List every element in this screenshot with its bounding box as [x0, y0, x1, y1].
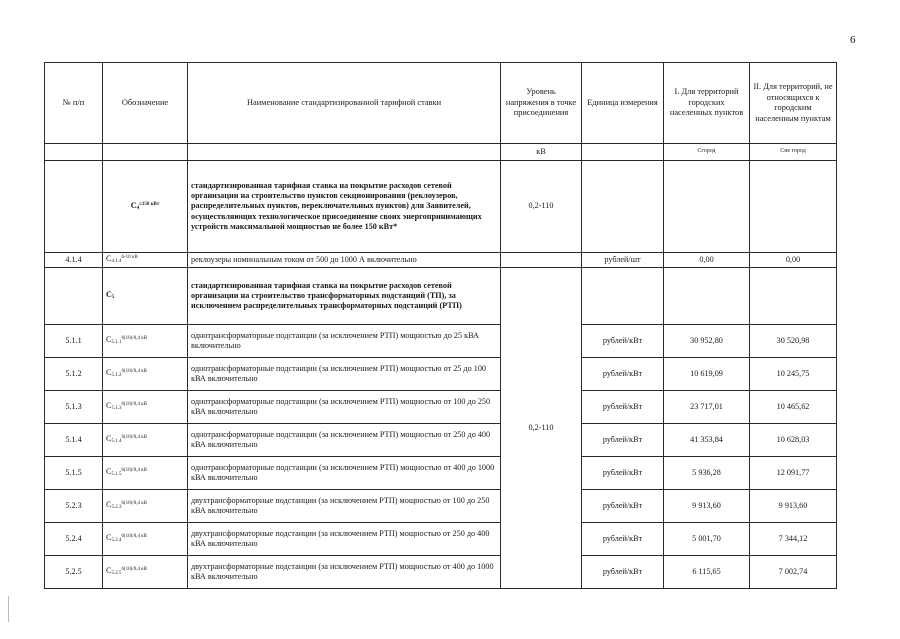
row-unit: рублей/кВт [582, 523, 664, 556]
page-number: 6 [850, 34, 856, 46]
row-code: $C_{5.1.4}^{6(10)/0,4 кВ}$ [103, 424, 188, 457]
row-rural-value: 30 520,98 [750, 325, 837, 358]
section-num-empty [45, 161, 103, 253]
row-name: двухтрансформаторные подстанции (за исключением РТП) мощностью от 400 до 1000 кВА включительно [188, 556, 501, 589]
row-code: $C_{5.1.5}^{6(10)/0,4 кВ}$ [103, 457, 188, 490]
row-unit: рублей/кВт [582, 325, 664, 358]
row-num: 5.1.3 [45, 391, 103, 424]
row-code: $C_{5.2.4}^{6(10)/0,4 кВ}$ [103, 523, 188, 556]
section-num-empty [45, 268, 103, 325]
section-title: стандартизированная тарифная ставка на покрытие расходов сетевой организации на строительство трансформаторных подстанций (ТП), за исключением распределительных трансформаторных подстанций (РТП) [188, 268, 501, 325]
row-num: 5.2.5 [45, 556, 103, 589]
row-urban-value: 23 717,01 [664, 391, 750, 424]
row-unit: рублей/кВт [582, 556, 664, 589]
header-voltage: Уровень напряжения в точке присоединения [501, 63, 582, 144]
row-rural-value: 12 091,77 [750, 457, 837, 490]
row-urban-value: 0,00 [664, 253, 750, 268]
row-unit: рублей/кВт [582, 424, 664, 457]
table-row [45, 523, 837, 556]
table-row [45, 358, 837, 391]
subheader-empty [103, 144, 188, 161]
subheader-empty [582, 144, 664, 161]
section-code: $C_5$ [103, 268, 188, 325]
row-urban-value: 10 619,09 [664, 358, 750, 391]
row-unit: рублей/шт [582, 253, 664, 268]
subheader-rural-symbol: Сне город [750, 144, 837, 161]
header-name: Наименование стандартизированной тарифной ставки [188, 63, 501, 144]
row-num: 5.1.4 [45, 424, 103, 457]
row-rural-value: 9 913,60 [750, 490, 837, 523]
subheader-row [45, 144, 837, 161]
scan-margin-mark [8, 596, 9, 622]
row-unit: рублей/кВт [582, 391, 664, 424]
row-name: двухтрансформаторные подстанции (за исключением РТП) мощностью от 250 до 400 кВА включительно [188, 523, 501, 556]
row-urban-value: 30 952,80 [664, 325, 750, 358]
row-rural-value: 10 628,03 [750, 424, 837, 457]
row-voltage-empty [501, 253, 582, 268]
row-name: однотрансформаторные подстанции (за исключением РТП) мощностью от 25 до 100 кВА включительно [188, 358, 501, 391]
row-rural-value: 7 002,74 [750, 556, 837, 589]
table-row [45, 325, 837, 358]
row-rural-value: 7 344,12 [750, 523, 837, 556]
table-row [45, 490, 837, 523]
section-rural-empty [750, 268, 837, 325]
section-title: стандартизированная тарифная ставка на покрытие расходов сетевой организации на строительство пунктов секционирования (реклоузеров, распределительных пунктов, переключательных пунктов) для Заявителей, осуществляющих технологическое присоединение своих энергопринимающих устройств максимальной мощностью не более 150 кВт* [188, 161, 501, 253]
row-urban-value: 5 001,70 [664, 523, 750, 556]
row-code: $C_{5.2.3}^{6(10)/0,4 кВ}$ [103, 490, 188, 523]
row-unit: рублей/кВт [582, 358, 664, 391]
header-urban: I. Для территорий городских населенных пунктов [664, 63, 750, 144]
table-row [45, 391, 837, 424]
section-urban-empty [664, 161, 750, 253]
row-name: двухтрансформаторные подстанции (за исключением РТП) мощностью от 100 до 250 кВА включительно [188, 490, 501, 523]
section-unit-empty [582, 161, 664, 253]
row-urban-value: 9 913,60 [664, 490, 750, 523]
row-code: $C_{4.1.4}^{6-10 кВ}$ [103, 253, 188, 268]
header-designation: Обозначение [103, 63, 188, 144]
row-name: реклоузеры номинальным током от 500 до 1000 А включительно [188, 253, 501, 268]
row-urban-value: 5 936,28 [664, 457, 750, 490]
header-num: № п/п [45, 63, 103, 144]
table-row [45, 556, 837, 589]
header-row [45, 63, 837, 144]
section-rural-empty [750, 161, 837, 253]
table-row [45, 424, 837, 457]
section-row-c4 [45, 161, 837, 253]
subheader-urban-symbol: Сгород [664, 144, 750, 161]
row-code: $C_{5.1.1}^{6(10)/0,4 кВ}$ [103, 325, 188, 358]
row-code: $C_{5.1.3}^{6(10)/0,4 кВ}$ [103, 391, 188, 424]
row-num: 5.1.5 [45, 457, 103, 490]
row-num: 4.1.4 [45, 253, 103, 268]
row-num: 5.2.4 [45, 523, 103, 556]
row-name: однотрансформаторные подстанции (за исключением РТП) мощностью от 250 до 400 кВА включительно [188, 424, 501, 457]
row-rural-value: 10 245,75 [750, 358, 837, 391]
section-voltage: 0,2-110 [501, 268, 582, 589]
row-num: 5.1.2 [45, 358, 103, 391]
row-unit: рублей/кВт [582, 490, 664, 523]
row-rural-value: 10 465,62 [750, 391, 837, 424]
section-unit-empty [582, 268, 664, 325]
section-row-c5 [45, 268, 837, 325]
row-rural-value: 0,00 [750, 253, 837, 268]
row-name: однотрансформаторные подстанции (за исключением РТП) мощностью от 100 до 250 кВА включительно [188, 391, 501, 424]
row-name: однотрансформаторные подстанции (за исключением РТП) мощностью от 400 до 1000 кВА включительно [188, 457, 501, 490]
header-unit: Единица измерения [582, 63, 664, 144]
section-voltage: 0,2-110 [501, 161, 582, 253]
row-code: $C_{5.2.5}^{6(10)/0,4 кВ}$ [103, 556, 188, 589]
section-urban-empty [664, 268, 750, 325]
row-num: 5.2.3 [45, 490, 103, 523]
subheader-empty [45, 144, 103, 161]
row-unit: рублей/кВт [582, 457, 664, 490]
row-urban-value: 41 353,84 [664, 424, 750, 457]
row-num: 5.1.1 [45, 325, 103, 358]
row-name: однотрансформаторные подстанции (за исключением РТП) мощностью до 25 кВА включительно [188, 325, 501, 358]
table-row [45, 457, 837, 490]
tariff-table [44, 62, 837, 589]
table-row [45, 253, 837, 268]
section-code: $C_4^{\le 150 кВт}$ [103, 161, 188, 253]
row-code: $C_{5.1.2}^{6(10)/0,4 кВ}$ [103, 358, 188, 391]
subheader-voltage-unit: кВ [501, 144, 582, 161]
row-urban-value: 6 115,65 [664, 556, 750, 589]
header-rural: II. Для территорий, не относящихся к городским населенным пунктам [750, 63, 837, 144]
subheader-empty [188, 144, 501, 161]
